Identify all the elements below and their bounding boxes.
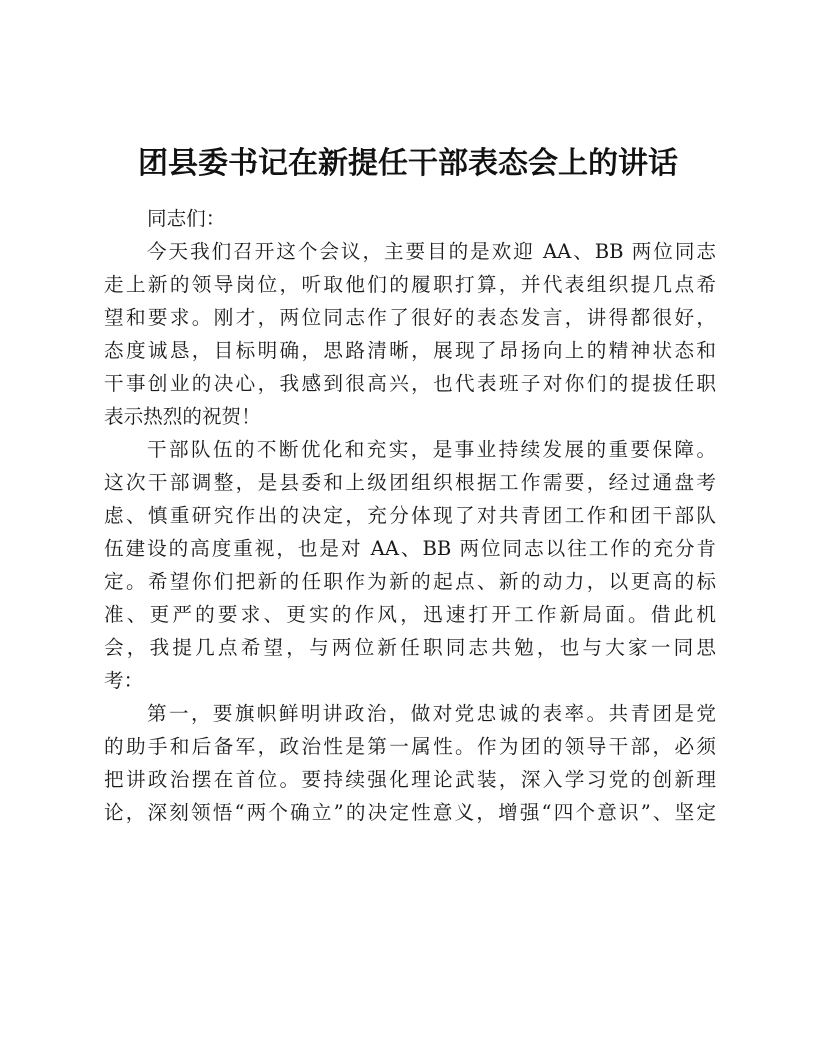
- body-line: 考：: [104, 669, 144, 692]
- body-line: 这次干部调整，是县委和上级团组织根据工作需要，经过通盘考: [104, 471, 716, 494]
- body-line: 的助手和后备军，政治性是第一属性。作为团的领导干部，必须: [104, 735, 716, 758]
- document-title: 团县委书记在新提任干部表态会上的讲话: [138, 146, 678, 181]
- body-line: 干部队伍的不断优化和充实，是事业持续发展的重要保障。: [147, 438, 716, 461]
- body-line: 虑、慎重研究作出的决定，充分体现了对共青团工作和团干部队: [104, 504, 716, 527]
- body-line: 同志们：: [147, 207, 226, 230]
- body-line: 态度诚恳，目标明确，思路清晰，展现了昂扬向上的精神状态和: [104, 339, 716, 362]
- body-line: 干事创业的决心，我感到很高兴，也代表班子对你们的提拔任职: [104, 372, 716, 395]
- body-line: 会，我提几点希望，与两位新任职同志共勉，也与大家一同思: [104, 636, 716, 659]
- document-body: [104, 202, 716, 829]
- body-line: 走上新的领导岗位，听取他们的履职打算，并代表组织提几点希: [104, 273, 716, 296]
- body-line: 准、更严的要求、更实的作风，迅速打开工作新局面。借此机: [104, 603, 716, 626]
- body-line: 今天我们召开这个会议，主要目的是欢迎 AA、BB 两位同志: [147, 240, 716, 263]
- body-line: 伍建设的高度重视，也是对 AA、BB 两位同志以往工作的充分肯: [104, 537, 716, 560]
- body-line: 把讲政治摆在首位。要持续强化理论武装，深入学习党的创新理: [104, 768, 716, 791]
- body-line: 第一，要旗帜鲜明讲政治，做对党忠诚的表率。共青团是党: [147, 702, 716, 725]
- body-line: 定。希望你们把新的任职作为新的起点、新的动力，以更高的标: [104, 570, 716, 593]
- body-line: 望和要求。刚才，两位同志作了很好的表态发言，讲得都很好，: [104, 306, 716, 329]
- body-line: 论，深刻领悟“两个确立”的决定性意义，增强“四个意识”、坚定: [104, 801, 716, 824]
- body-line: 表示热烈的祝贺！: [104, 405, 261, 428]
